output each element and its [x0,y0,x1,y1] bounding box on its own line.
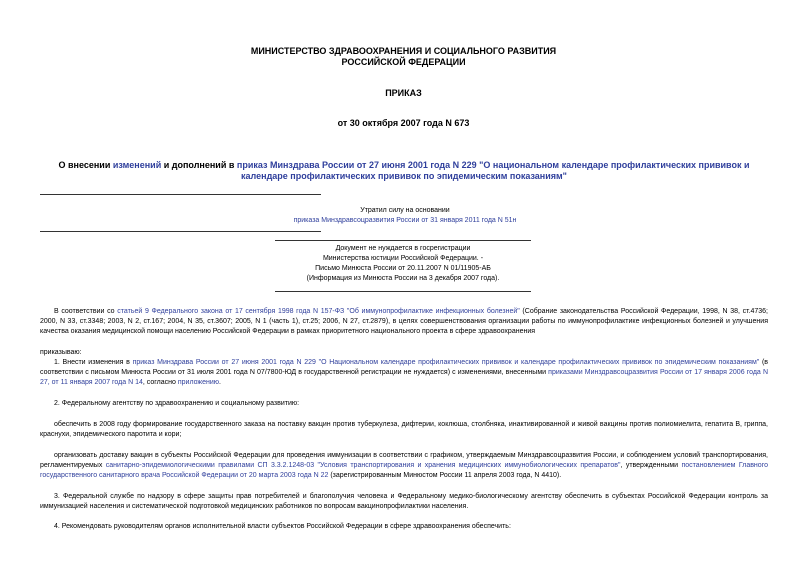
appendix-link[interactable]: приложению [177,379,220,386]
paragraph-3: 3. Федеральной службе по надзору в сфере защиты прав потребителей и благополучия человека и Федеральному медико-биологическому агентству обеспечить в субъектах Российской Федерации контроль за иммунизацией населения и систематической подготовкой медицинских работников по вопросам вакцинопрофилактики населения. [40,493,768,510]
divider-4 [275,291,531,292]
paragraph-1-text-3: , согласно [142,379,178,386]
heading-text-1: О внесении [58,160,113,170]
registration-line-1: Документ не нуждается в госрегистрации [335,245,471,252]
paragraph-2: 2. Федеральному агентству по здравоохранению и социальному развитию: [54,400,300,407]
preamble-text-1: В соответствии со [54,308,118,315]
paragraph-2-item-1: обеспечить в 2008 году формирование государственного заказа на поставку вакцин против туберкулеза, дифтерии, коклюша, столбняка, инактивированной и живой вакцины против полиомиелита, гепатита В, гриппа, краснухи, эпидемического паротита и кори; [40,421,768,438]
lost-force-note [270,206,540,226]
sanitary-rules-link[interactable]: санитарно-эпидемиологическими правилами СП 3.3.2.1248-03 "Условия транспортирования и хранения медицинских иммунобиологических препаратов" [105,462,621,469]
order-229-link[interactable]: приказ Минздрава России от 27 июня 2001 года N 229 "О Национальном календаре профилактических прививок и календаре профилактических прививок по эпидемическим показаниям" [132,359,760,366]
document-heading [40,160,768,182]
order-word: приказываю: [40,349,82,356]
registration-line-4: (Информация из Минюста России на 3 декабря 2007 года). [306,275,500,282]
paragraph-4: 4. Рекомендовать руководителям органов исполнительной власти субъектов Российской Федерации в сфере здравоохранения обеспечить: [54,523,511,530]
law-157-fz-link[interactable]: статьей 9 Федерального закона от 17 сентября 1998 года N 157-ФЗ "Об иммунопрофилактике инфекционных болезней" [117,308,520,315]
heading-link-order-229[interactable]: приказ Минздрава России от 27 июня 2001 года N 229 "О национальном календаре профилактических прививок и календаре профилактических прививок по эпидемическим показаниям" [236,160,750,181]
ministry-line-2: РОССИЙСКОЙ ФЕДЕРАЦИИ [341,57,466,67]
divider-1 [40,194,321,195]
paragraph-1-text-1: 1. Внести изменения в [54,359,133,366]
document-date: от 30 октября 2007 года N 673 [337,118,470,128]
paragraph-1 [40,358,768,388]
registration-line-2: Министерства юстиции Российской Федерации. - [322,255,484,262]
divider-2 [40,231,321,232]
lost-force-line: Утратил силу на основании [360,207,450,214]
ministry-title [0,46,807,68]
paragraph-1-text-2: (в соответствии с письмом Минюста России от 31 июля 2001 года N 07/7800-ЮД в государственной регистрации не нуждается) с изменениями, внесенными [40,359,769,376]
divider-3 [275,240,531,241]
paragraph-2-item-2-text-3: (зарегистрированным Минюстом России 11 апреля 2003 года, N 4410). [328,472,562,479]
paragraph-2-item-2 [40,451,768,481]
paragraph-1-text-4: . [219,379,221,386]
ministry-line-1: МИНИСТЕРСТВО ЗДРАВООХРАНЕНИЯ И СОЦИАЛЬНОГО РАЗВИТИЯ [250,46,557,56]
document-type: ПРИКАЗ [385,88,422,98]
heading-text-2: и дополнений в [161,160,237,170]
preamble-text-2: (Собрание законодательства Российской Федерации, 1998, N 38, ст.4736; 2000, N 33, ст.3348; 2003, N 2, ст.167; 2004, N 35, ст.3607; 2005, N 1 (часть 1), ст.25; 2006, N 27, ст.2879), в целях совершенствования организации работы по иммунопрофилактике инфекционных болезней и улучшения качества оказания медицинской помощи населению Российской Федерации в рамках приоритетного национального проекта в сфере здравоохранения [40,308,768,335]
preamble-paragraph [40,307,768,337]
registration-note [270,244,536,284]
registration-line-3: Письмо Минюста России от 20.11.2007 N 01/11905-АБ [315,265,491,272]
lost-force-link[interactable]: приказа Минздравсоцразвития России от 31 января 2011 года N 51н [293,217,517,224]
paragraph-2-item-2-text-2: , утвержденными [620,462,682,469]
amending-orders-link[interactable]: приказами Минздравсоцразвития России от 17 января 2006 года N 27, от 11 января 2007 года N 14 [40,369,768,386]
resolution-22-link[interactable]: постановлением Главного государственного санитарного врача Российской Федерации от 20 марта 2003 года N 22 [40,462,768,479]
paragraph-2-item-2-text-1: организовать доставку вакцин в субъекты Российской Федерации для проведения иммунизации в соответствии с графиком, утверждаемым Минздравсоцразвития России, и соблюдением условий транспортирования, регламентируемых [40,452,768,469]
heading-link-changes[interactable]: изменений [112,160,162,170]
